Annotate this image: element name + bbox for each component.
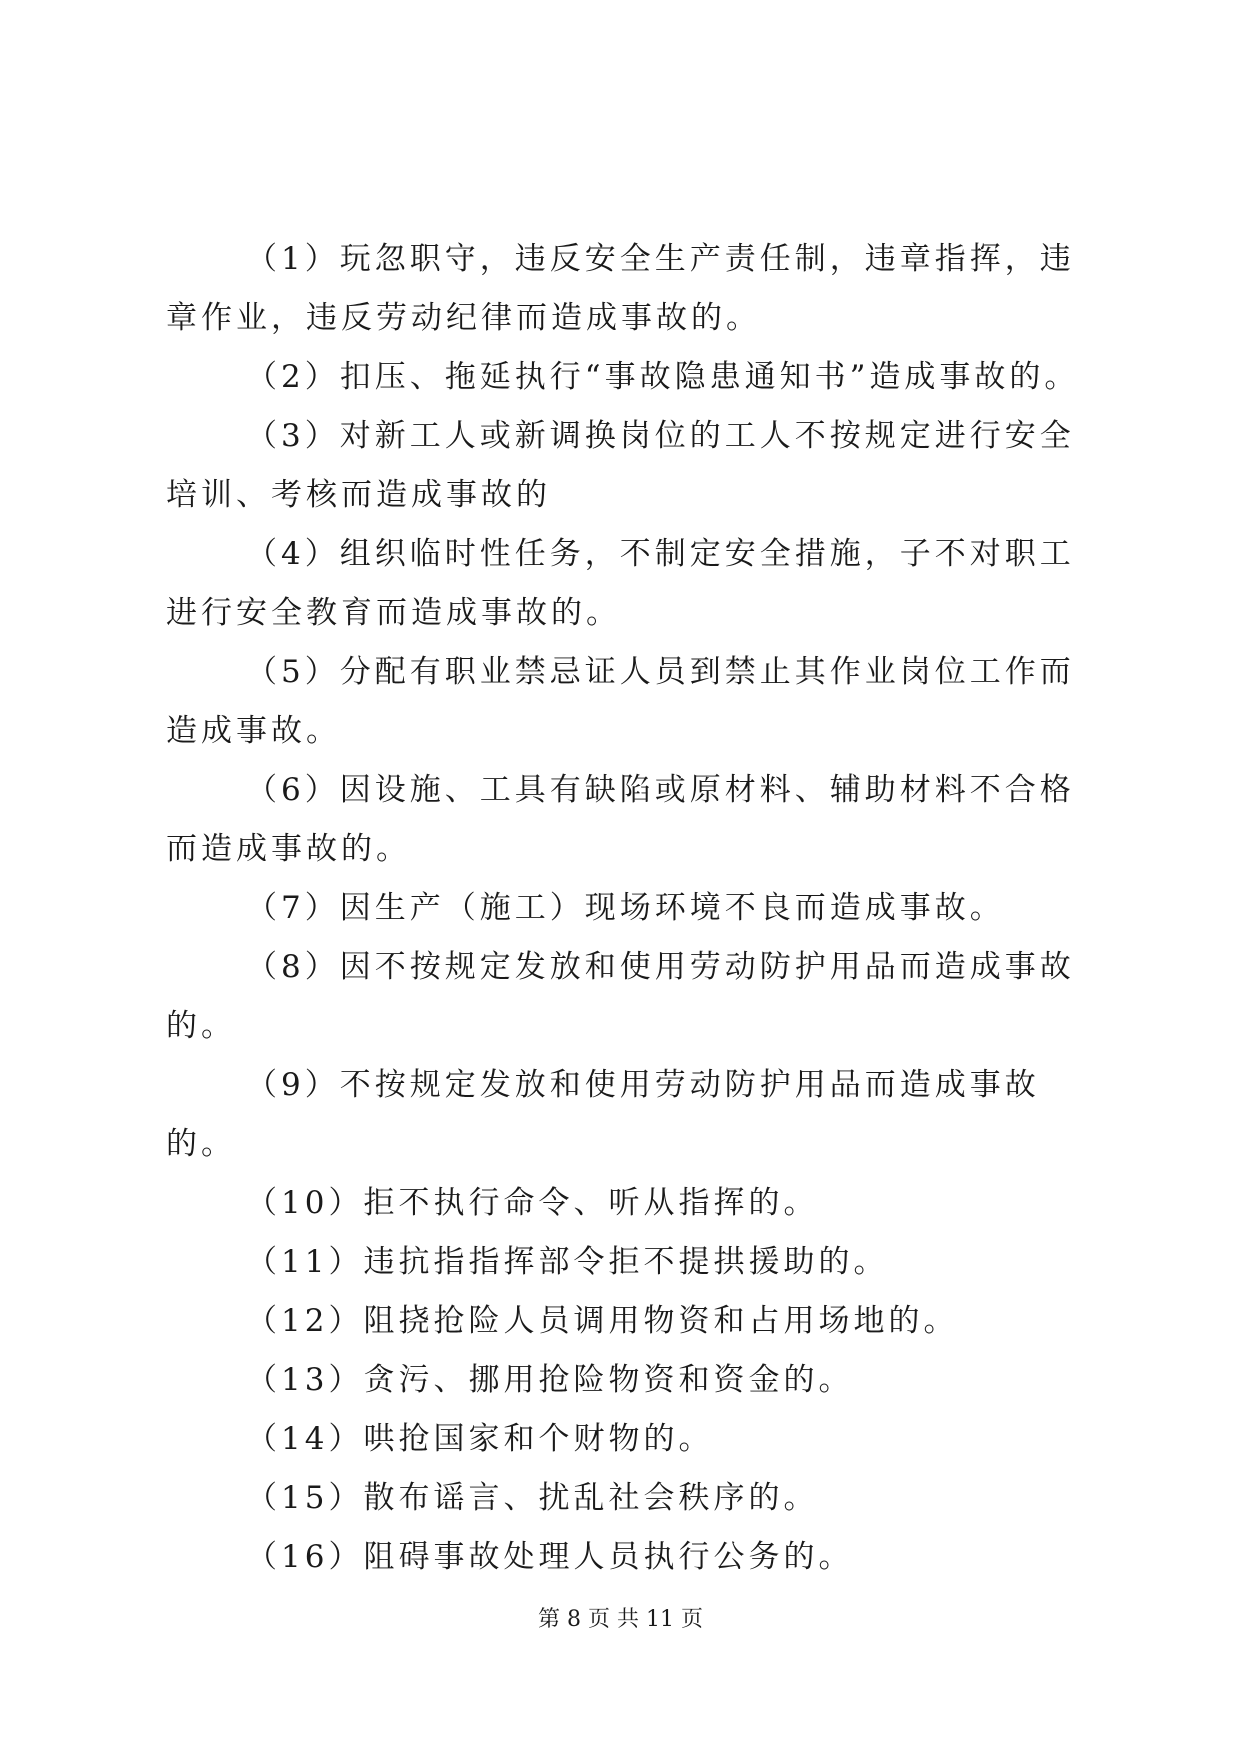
paragraph-4: （4）组织临时性任务，不制定安全措施，子不对职工进行安全教育而造成事故的。 (166, 536, 1075, 631)
paragraph-15: （15）散布谣言、扰乱社会秩序的。 (246, 1480, 819, 1516)
paragraph-6: （6）因设施、工具有缺陷或原材料、辅助材料不合格而造成事故的。 (166, 772, 1075, 867)
paragraph-3: （3）对新工人或新调换岗位的工人不按规定进行安全培训、考核而造成事故的 (166, 418, 1075, 513)
paragraph-8: （8）因不按规定发放和使用劳动防护用品而造成事故的。 (166, 949, 1075, 1044)
paragraph-11: （11）违抗指指挥部令拒不提拱援助的。 (246, 1244, 889, 1280)
paragraph-1: （1）玩忽职守，违反安全生产责任制，违章指挥，违章作业，违反劳动纪律而造成事故的。 (166, 241, 1075, 336)
paragraph-12: （12）阻挠抢险人员调用物资和占用场地的。 (246, 1303, 959, 1339)
page-number-footer: 第 8 页 共 11 页 (538, 1607, 703, 1632)
paragraph-7: （7）因生产（施工）现场环境不良而造成事故。 (246, 890, 1005, 926)
paragraph-13: （13）贪污、挪用抢险物资和资金的。 (246, 1362, 854, 1398)
document-body (166, 230, 1086, 1587)
paragraph-2: （2）扣压、拖延执行“事故隐患通知书”造成事故的。 (246, 359, 1080, 395)
paragraph-16: （16）阻碍事故处理人员执行公务的。 (246, 1539, 854, 1575)
paragraph-10: （10）拒不执行命令、听从指挥的。 (246, 1185, 819, 1221)
paragraph-5: （5）分配有职业禁忌证人员到禁止其作业岗位工作而造成事故。 (166, 654, 1075, 749)
paragraph-14: （14）哄抢国家和个财物的。 (246, 1421, 714, 1457)
paragraph-9: （9）不按规定发放和使用劳动防护用品而造成事故的。 (166, 1067, 1040, 1162)
